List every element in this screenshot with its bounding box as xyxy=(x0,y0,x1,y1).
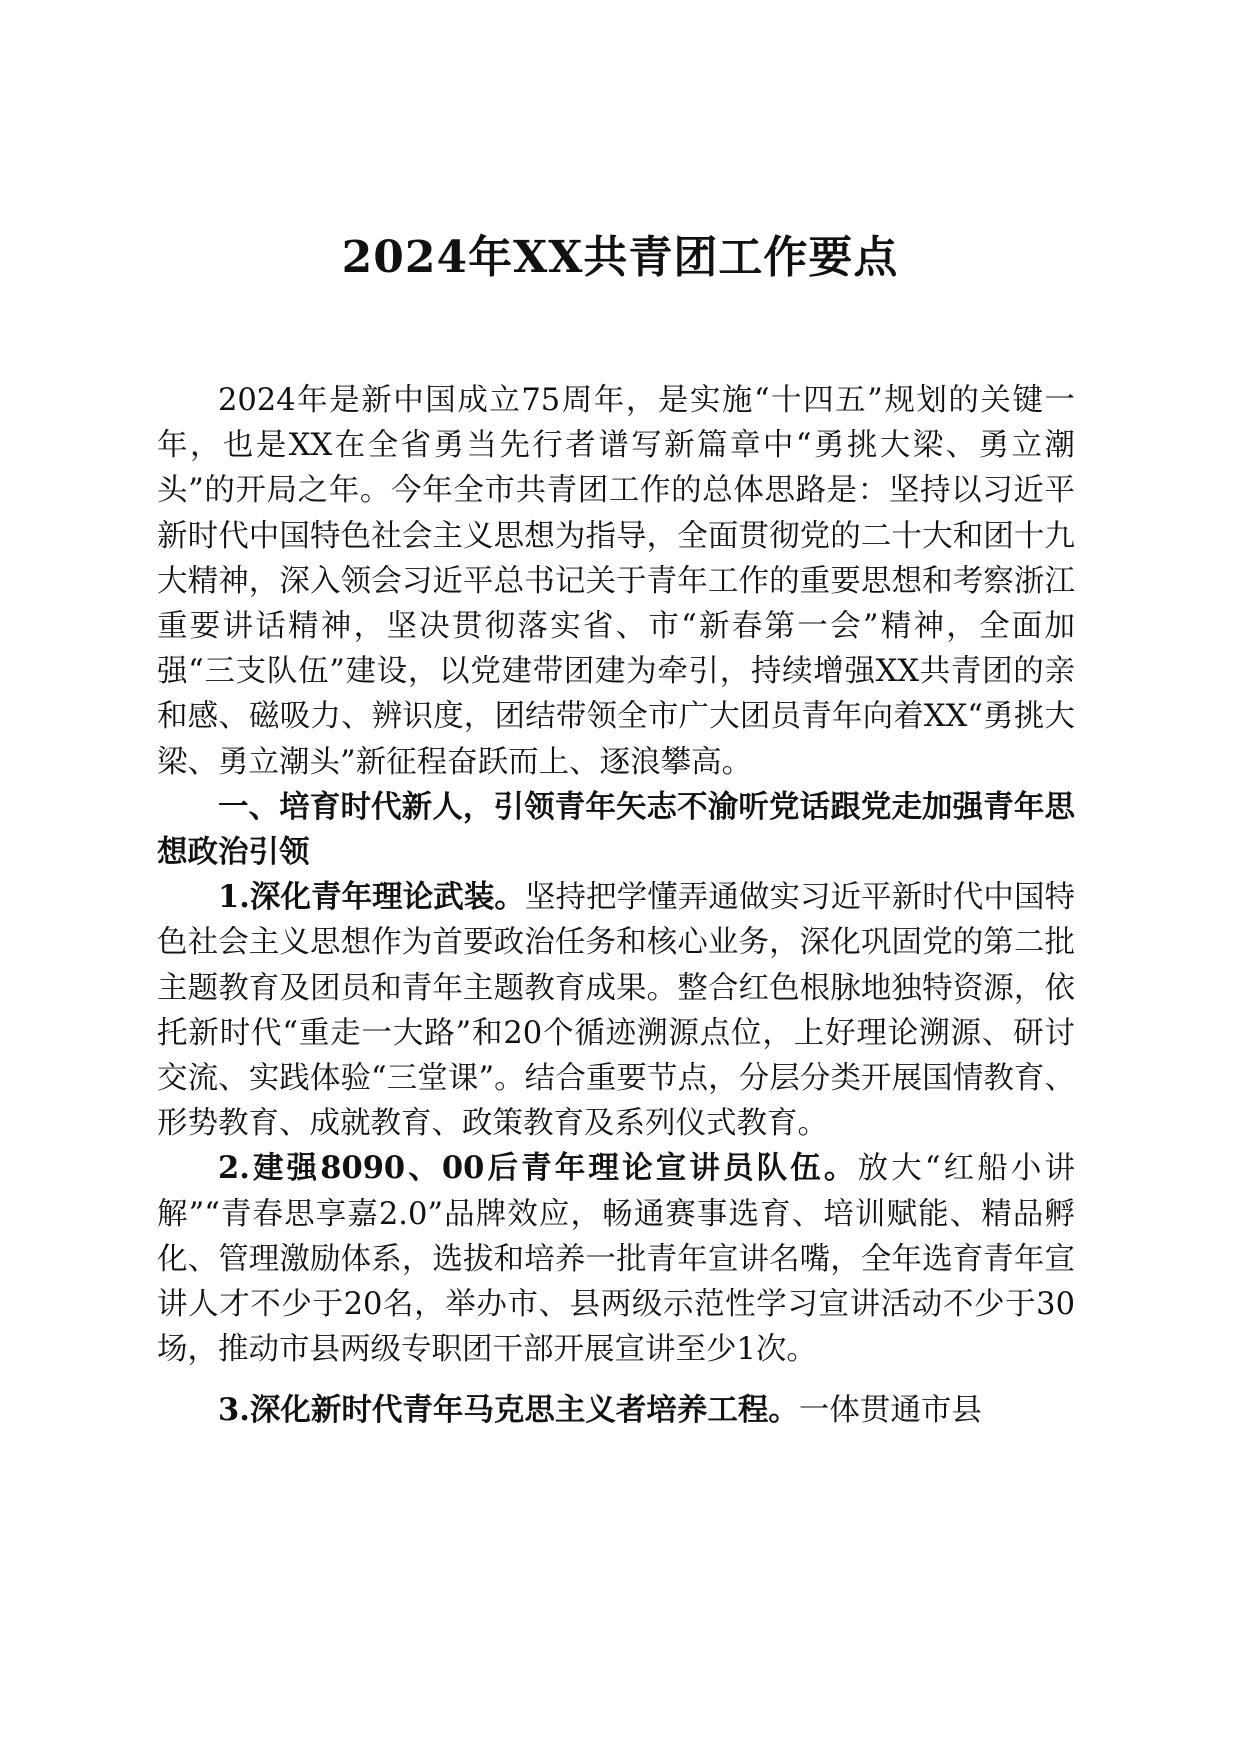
item-paragraph-3 xyxy=(157,1388,1075,1433)
document-title: 2024年XX共青团工作要点 xyxy=(341,232,899,283)
intro-paragraph: 2024年是新中国成立75周年，是实施“十四五”规划的关键一年，也是XX在全省勇当先行者谱写新篇章中“勇挑大梁、勇立潮头”的开局之年。今年全市共青团工作的总体思路是：坚持以习近平新时代中国特色社会主义思想为指导，全面贯彻党的二十大和团十九大精神，深入领会习近平总书记关于青年工作的重要思想和考察浙江重要讲话精神，坚决贯彻落实省、市“新春第一会”精神，全面加强“三支队伍”建设，以党建带团建为牵引，持续增强XX共青团的亲和感、磁吸力、辨识度，团结带领全市广大团员青年向着XX“勇挑大梁、勇立潮头”新征程奋跃而上、逐浪攀高。 xyxy=(157,383,1075,780)
item-text: 坚持把学懂弄通做实习近平新时代中国特色社会主义思想作为首要政治任务和核心业务，深化巩固党的第二批主题教育及团员和青年主题教育成果。整合红色根脉地独特资源，依托新时代“重走一大路”和20个循迹溯源点位，上好理论溯源、研讨交流、实践体验“三堂课”。结合重要节点，分层分类开展国情教育、形势教育、成就教育、政策教育及系列仪式教育。 xyxy=(157,880,1076,1142)
item-lead: 2.建强8090、00后青年理论宣讲员队伍。 xyxy=(218,1150,858,1187)
item-paragraph-1 xyxy=(157,875,1075,1146)
item-text: 一体贯通市县 xyxy=(798,1393,982,1429)
item-paragraph-2 xyxy=(157,1146,1075,1372)
item-lead: 3.深化新时代青年马克思主义者培养工程。 xyxy=(218,1392,799,1429)
item-lead: 1.深化青年理论武装。 xyxy=(218,879,525,916)
document-body xyxy=(157,378,1075,1434)
item-text: 放大“红船小讲解”“青春思享嘉2.0”品牌效应，畅通赛事选育、培训赋能、精品孵化、管理激励体系，选拔和培养一批青年宣讲名嘴，全年选育青年宣讲人才不少于20名，举办市、县两级示范性学习宣讲活动不少于30场，推动市县两级专职团干部开展宣讲至少1次。 xyxy=(157,1151,1075,1368)
section-heading: 一、培育时代新人，引领青年矢志不渝听党话跟党走加强青年思想政治引领 xyxy=(157,788,1075,871)
